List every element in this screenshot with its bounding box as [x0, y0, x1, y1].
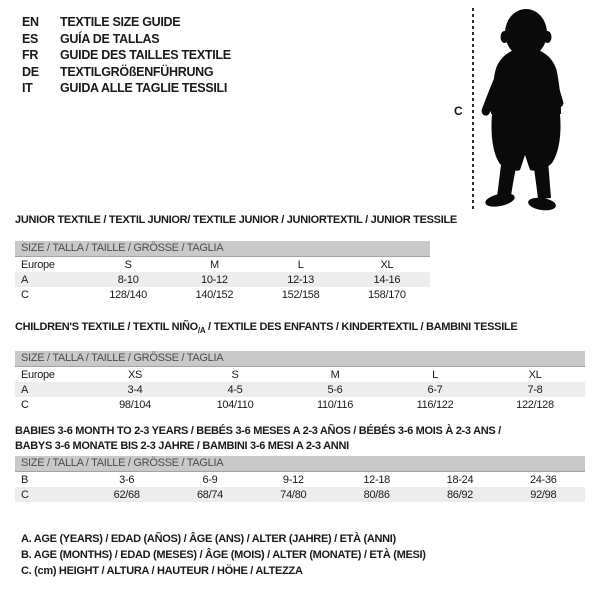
- size-value-cell: 12-13: [287, 273, 314, 286]
- size-value-cell: 152/158: [281, 288, 320, 301]
- language-code: EN: [22, 15, 39, 29]
- table-row: [15, 257, 430, 272]
- row-label: Europe: [21, 368, 55, 381]
- guide-title: GUÍA DE TALLAS: [60, 31, 160, 46]
- size-value-cell: 18-24: [446, 473, 474, 486]
- table-row: [15, 472, 585, 487]
- row-label: B: [21, 473, 29, 486]
- language-list: [22, 14, 231, 97]
- size-value-cell: 86/92: [446, 488, 473, 501]
- table-row: [15, 287, 430, 302]
- size-value-cell: 10-12: [201, 273, 228, 286]
- size-value-cell: 62/68: [113, 488, 140, 501]
- children-textile-table: [15, 320, 585, 412]
- language-row: [22, 64, 231, 81]
- table-row: [15, 397, 585, 412]
- guide-title: TEXTILE SIZE GUIDE: [60, 15, 181, 29]
- size-value-cell: 68/74: [196, 488, 223, 501]
- size-value-cell: 6-9: [202, 473, 218, 486]
- table-row: [15, 382, 585, 397]
- size-value-cell: M: [209, 258, 219, 271]
- size-value-cell: XS: [127, 368, 143, 381]
- size-value-cell: 6-7: [427, 383, 443, 396]
- size-value-cell: 116/122: [416, 398, 454, 411]
- language-row: [22, 80, 231, 97]
- language-code: ES: [22, 31, 39, 46]
- size-value-cell: 9-12: [282, 473, 304, 486]
- table-row: [15, 487, 585, 502]
- size-value-cell: XL: [528, 368, 542, 381]
- guide-title: TEXTILGRÖßENFÜHRUNG: [60, 64, 214, 79]
- size-value-cell: 14-16: [373, 273, 401, 286]
- row-label: C: [21, 288, 29, 301]
- guide-title: GUIDE DES TAILLES TEXTILE: [60, 48, 231, 62]
- guide-title: GUIDA ALLE TAGLIE TESSILI: [60, 81, 228, 95]
- junior-textile-table: [15, 213, 457, 302]
- language-row: [22, 14, 231, 31]
- language-code: IT: [22, 81, 33, 95]
- language-row: [22, 47, 231, 64]
- size-value-cell: 158/170: [368, 288, 406, 301]
- row-label: C: [21, 398, 29, 411]
- footnote: A. AGE (YEARS) / EDAD (AÑOS) / ÂGE (ANS) / ALTER (JAHRE) / ETÀ (ANNI): [21, 533, 396, 545]
- size-value-cell: 3-4: [127, 383, 143, 396]
- language-code: DE: [22, 64, 39, 79]
- size-value-cell: 104/110: [216, 398, 254, 411]
- baby-silhouette-icon: [478, 6, 574, 212]
- size-value-cell: 98/104: [119, 398, 151, 411]
- row-label: A: [21, 273, 29, 286]
- size-value-cell: 12-18: [363, 473, 390, 486]
- size-value-cell: XL: [380, 258, 394, 271]
- height-measure-label: C: [454, 104, 463, 118]
- size-value-cell: 128/140: [109, 288, 147, 301]
- size-value-cell: 3-6: [119, 473, 135, 486]
- size-header-bar: SIZE / TALLA / TAILLE / GRÖSSE / TAGLIA: [15, 241, 430, 257]
- size-value-cell: 74/80: [280, 488, 307, 501]
- row-label: Europe: [21, 258, 55, 271]
- table-title: CHILDREN'S TEXTILE / TEXTIL $NIÑO_{/A}$ / TEXTILE DES ENFANTS / KINDERTEXTIL / BAMBINI TESSILE: [15, 321, 518, 336]
- table-title-block: [15, 213, 457, 228]
- size-value-cell: 92/98: [530, 488, 557, 501]
- row-label: A: [21, 383, 29, 396]
- table-title: JUNIOR TEXTILE / TEXTIL JUNIOR/ TEXTILE JUNIOR / JUNIORTEXTIL / JUNIOR TESSILE: [15, 214, 457, 226]
- size-value-cell: 4-5: [227, 383, 243, 396]
- table-title-block: [15, 424, 585, 454]
- size-value-cell: S: [124, 258, 132, 271]
- size-value-cell: 24-36: [529, 473, 557, 486]
- height-measure-dashed-line: [472, 8, 474, 210]
- size-value-cell: 122/128: [516, 398, 554, 411]
- language-code: FR: [22, 48, 39, 62]
- language-row: [22, 31, 231, 48]
- size-value-cell: S: [231, 368, 239, 381]
- row-label: C: [21, 488, 29, 501]
- size-header-bar: SIZE / TALLA / TAILLE / GRÖSSE / TAGLIA: [15, 351, 585, 367]
- size-header-bar: SIZE / TALLA / TAILLE / GRÖSSE / TAGLIA: [15, 456, 585, 472]
- size-value-cell: L: [432, 368, 438, 381]
- table-row: [15, 272, 430, 287]
- table-title: BABYS 3-6 MONATE BIS 2-3 JAHRE / BAMBINI 3-6 MESI A 2-3 ANNI: [15, 440, 349, 452]
- size-value-cell: 110/116: [316, 398, 354, 411]
- size-value-cell: 5-6: [327, 383, 343, 396]
- size-value-cell: 140/152: [195, 288, 234, 301]
- footnote: B. AGE (MONTHS) / EDAD (MESES) / ÂGE (MOIS) / ALTER (MONATE) / ETÀ (MESI): [21, 549, 426, 561]
- babies-textile-table: [15, 424, 585, 502]
- size-value-cell: L: [297, 258, 304, 271]
- size-value-cell: 8-10: [117, 273, 139, 286]
- table-title-block: [15, 320, 585, 338]
- size-value-cell: 7-8: [527, 383, 543, 396]
- table-title: BABIES 3-6 MONTH TO 2-3 YEARS / BEBÉS 3-6 MESES A 2-3 AÑOS / BÉBÉS 3-6 MOIS À 2-3 ANS /: [15, 425, 501, 437]
- table-row: [15, 367, 585, 382]
- size-value-cell: M: [330, 368, 340, 381]
- footnote-list: [21, 531, 426, 579]
- size-value-cell: 80/86: [363, 488, 390, 501]
- footnote: C. (cm) HEIGHT / ALTURA / HAUTEUR / HÖHE / ALTEZZA: [21, 565, 303, 577]
